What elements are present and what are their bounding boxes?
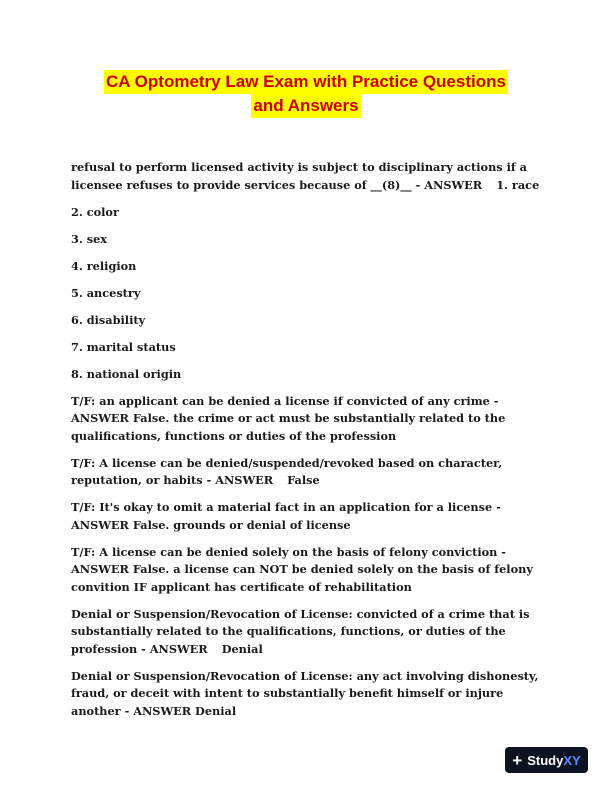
qa-entry: 5. ancestry — [71, 285, 141, 300]
brand-accent: XY — [563, 752, 581, 768]
qa-entry: 2. color — [71, 204, 119, 219]
qa-entry: 7. marital status — [71, 339, 176, 354]
qa-entry: 3. sex — [71, 231, 108, 246]
document-title — [0, 70, 612, 118]
qa-entry: T/F: an applicant can be denied a license if convicted of any crime - ANSWER False. the crime or act must be substantially related to the qualifications, functions or duties of the profession — [71, 393, 506, 443]
qa-entry: T/F: A license can be denied solely on the basis of felony conviction - ANSWER False. a license can NOT be denied solely on the basis of felony convition IF applicant has certificate of rehabilitation — [71, 544, 533, 594]
qa-entry: 4. religion — [71, 258, 137, 273]
qa-entry: refusal to perform licensed activity is subject to disciplinary actions if a licensee refuses to provide services because of __(8)__ - ANSWER 1. race — [71, 160, 540, 192]
title-line-2: and Answers — [251, 94, 360, 118]
qa-entry: 6. disability — [71, 312, 146, 327]
qa-entry: T/F: It's okay to omit a material fact in an application for a license - ANSWER False. grounds or denial of license — [71, 500, 501, 532]
title-line-1: CA Optometry Law Exam with Practice Questions — [104, 70, 508, 94]
plus-icon: + — [512, 750, 523, 770]
qa-entry: 8. national origin — [71, 366, 182, 381]
qa-entry: Denial or Suspension/Revocation of License: any act involving dishonesty, fraud, or deceit with intent to substantially benefit himself or injure another - ANSWER Denial — [71, 668, 539, 718]
qa-list — [71, 159, 541, 730]
studyxy-badge[interactable] — [505, 747, 588, 773]
qa-entry: T/F: A license can be denied/suspended/revoked based on character, reputation, or habits - ANSWER False — [71, 455, 503, 487]
brand-main: Study — [527, 752, 564, 768]
qa-entry: Denial or Suspension/Revocation of License: convicted of a crime that is substantially related to the qualifications, functions, or duties of the profession - ANSWER Denial — [71, 606, 530, 656]
